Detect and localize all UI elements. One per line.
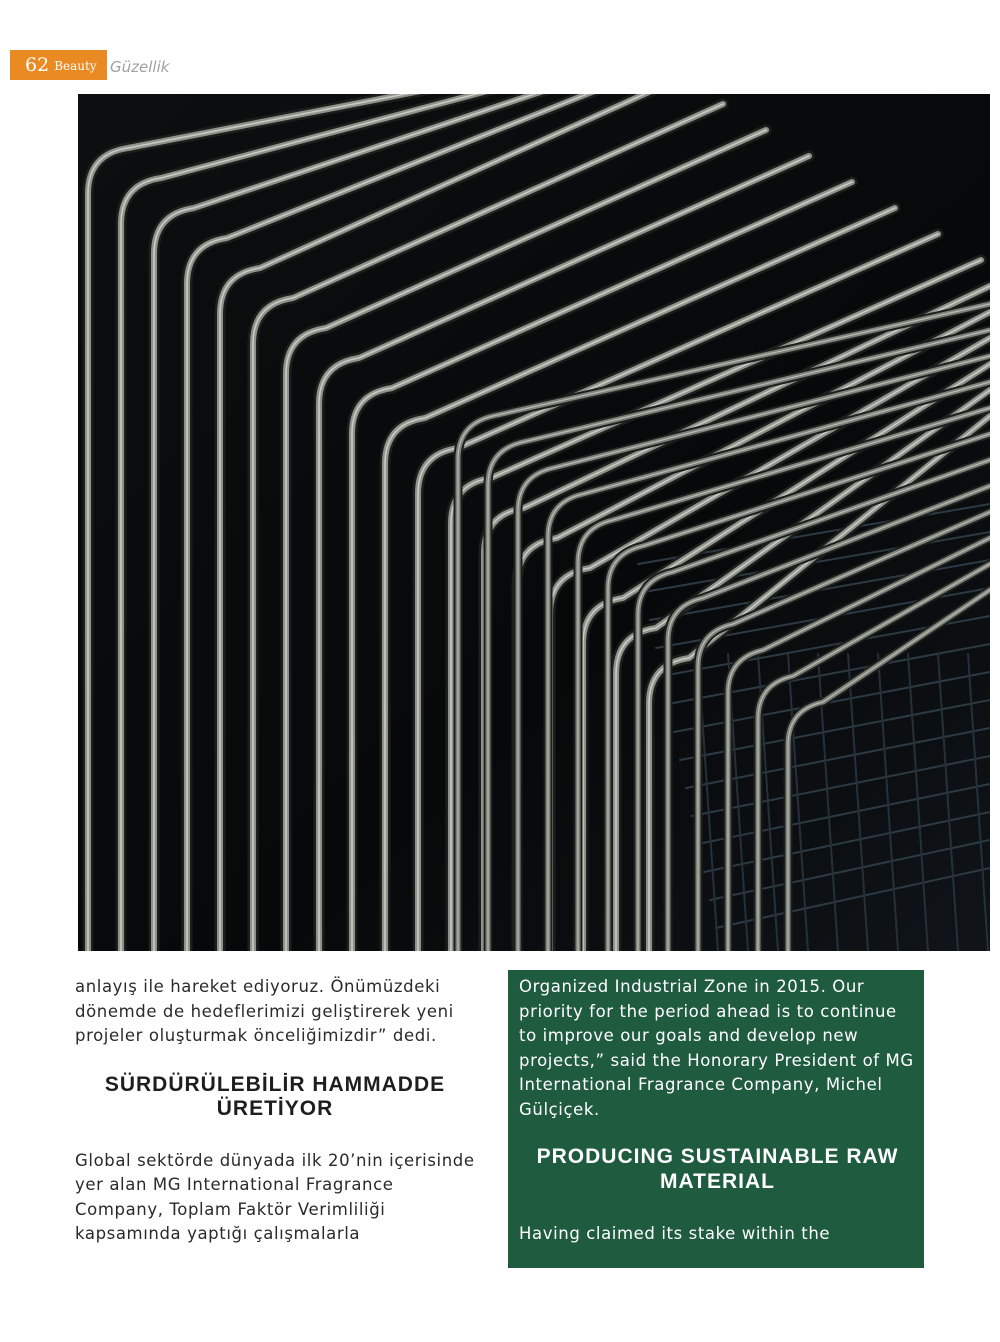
page-number: 62 bbox=[25, 53, 50, 76]
tr-body-paragraph: Global sektörde dünyada ilk 20’nin içerisinde yer alan MG International Fragrance Company, Toplam Faktör Verimliliği kapsamında yaptığı çalışmalarla bbox=[75, 1150, 475, 1243]
section-label-en: Beauty bbox=[54, 59, 97, 73]
en-intro-paragraph: Organized Industrial Zone in 2015. Our priority for the period ahead is to continue to improve our goals and develop new projects,” said the Honorary President of MG International Fragrance Company, Michel Gülçiçek. bbox=[519, 977, 914, 1119]
industrial-pipes-image bbox=[78, 94, 990, 951]
tr-section-heading: SÜRDÜRÜLEBİLİR HAMMADDE ÜRETİYOR bbox=[104, 1072, 446, 1120]
industrial-pipes-photo bbox=[78, 94, 990, 951]
page-number-tab bbox=[10, 50, 107, 80]
tr-intro-paragraph: anlayış ile hareket ediyoruz. Önümüzdeki dönemde de hedeflerimizi geliştirerek yeni projeler oluşturmak önceliğimizdir” dedi. bbox=[75, 977, 454, 1045]
en-section-heading: PRODUCING SUSTAINABLE RAW MATERIAL bbox=[536, 1145, 899, 1193]
english-article-box bbox=[508, 970, 924, 1268]
en-body-paragraph: Having claimed its stake within the bbox=[519, 1224, 831, 1243]
turkish-article-column bbox=[75, 975, 475, 1247]
section-label-tr: Güzellik bbox=[110, 58, 170, 76]
